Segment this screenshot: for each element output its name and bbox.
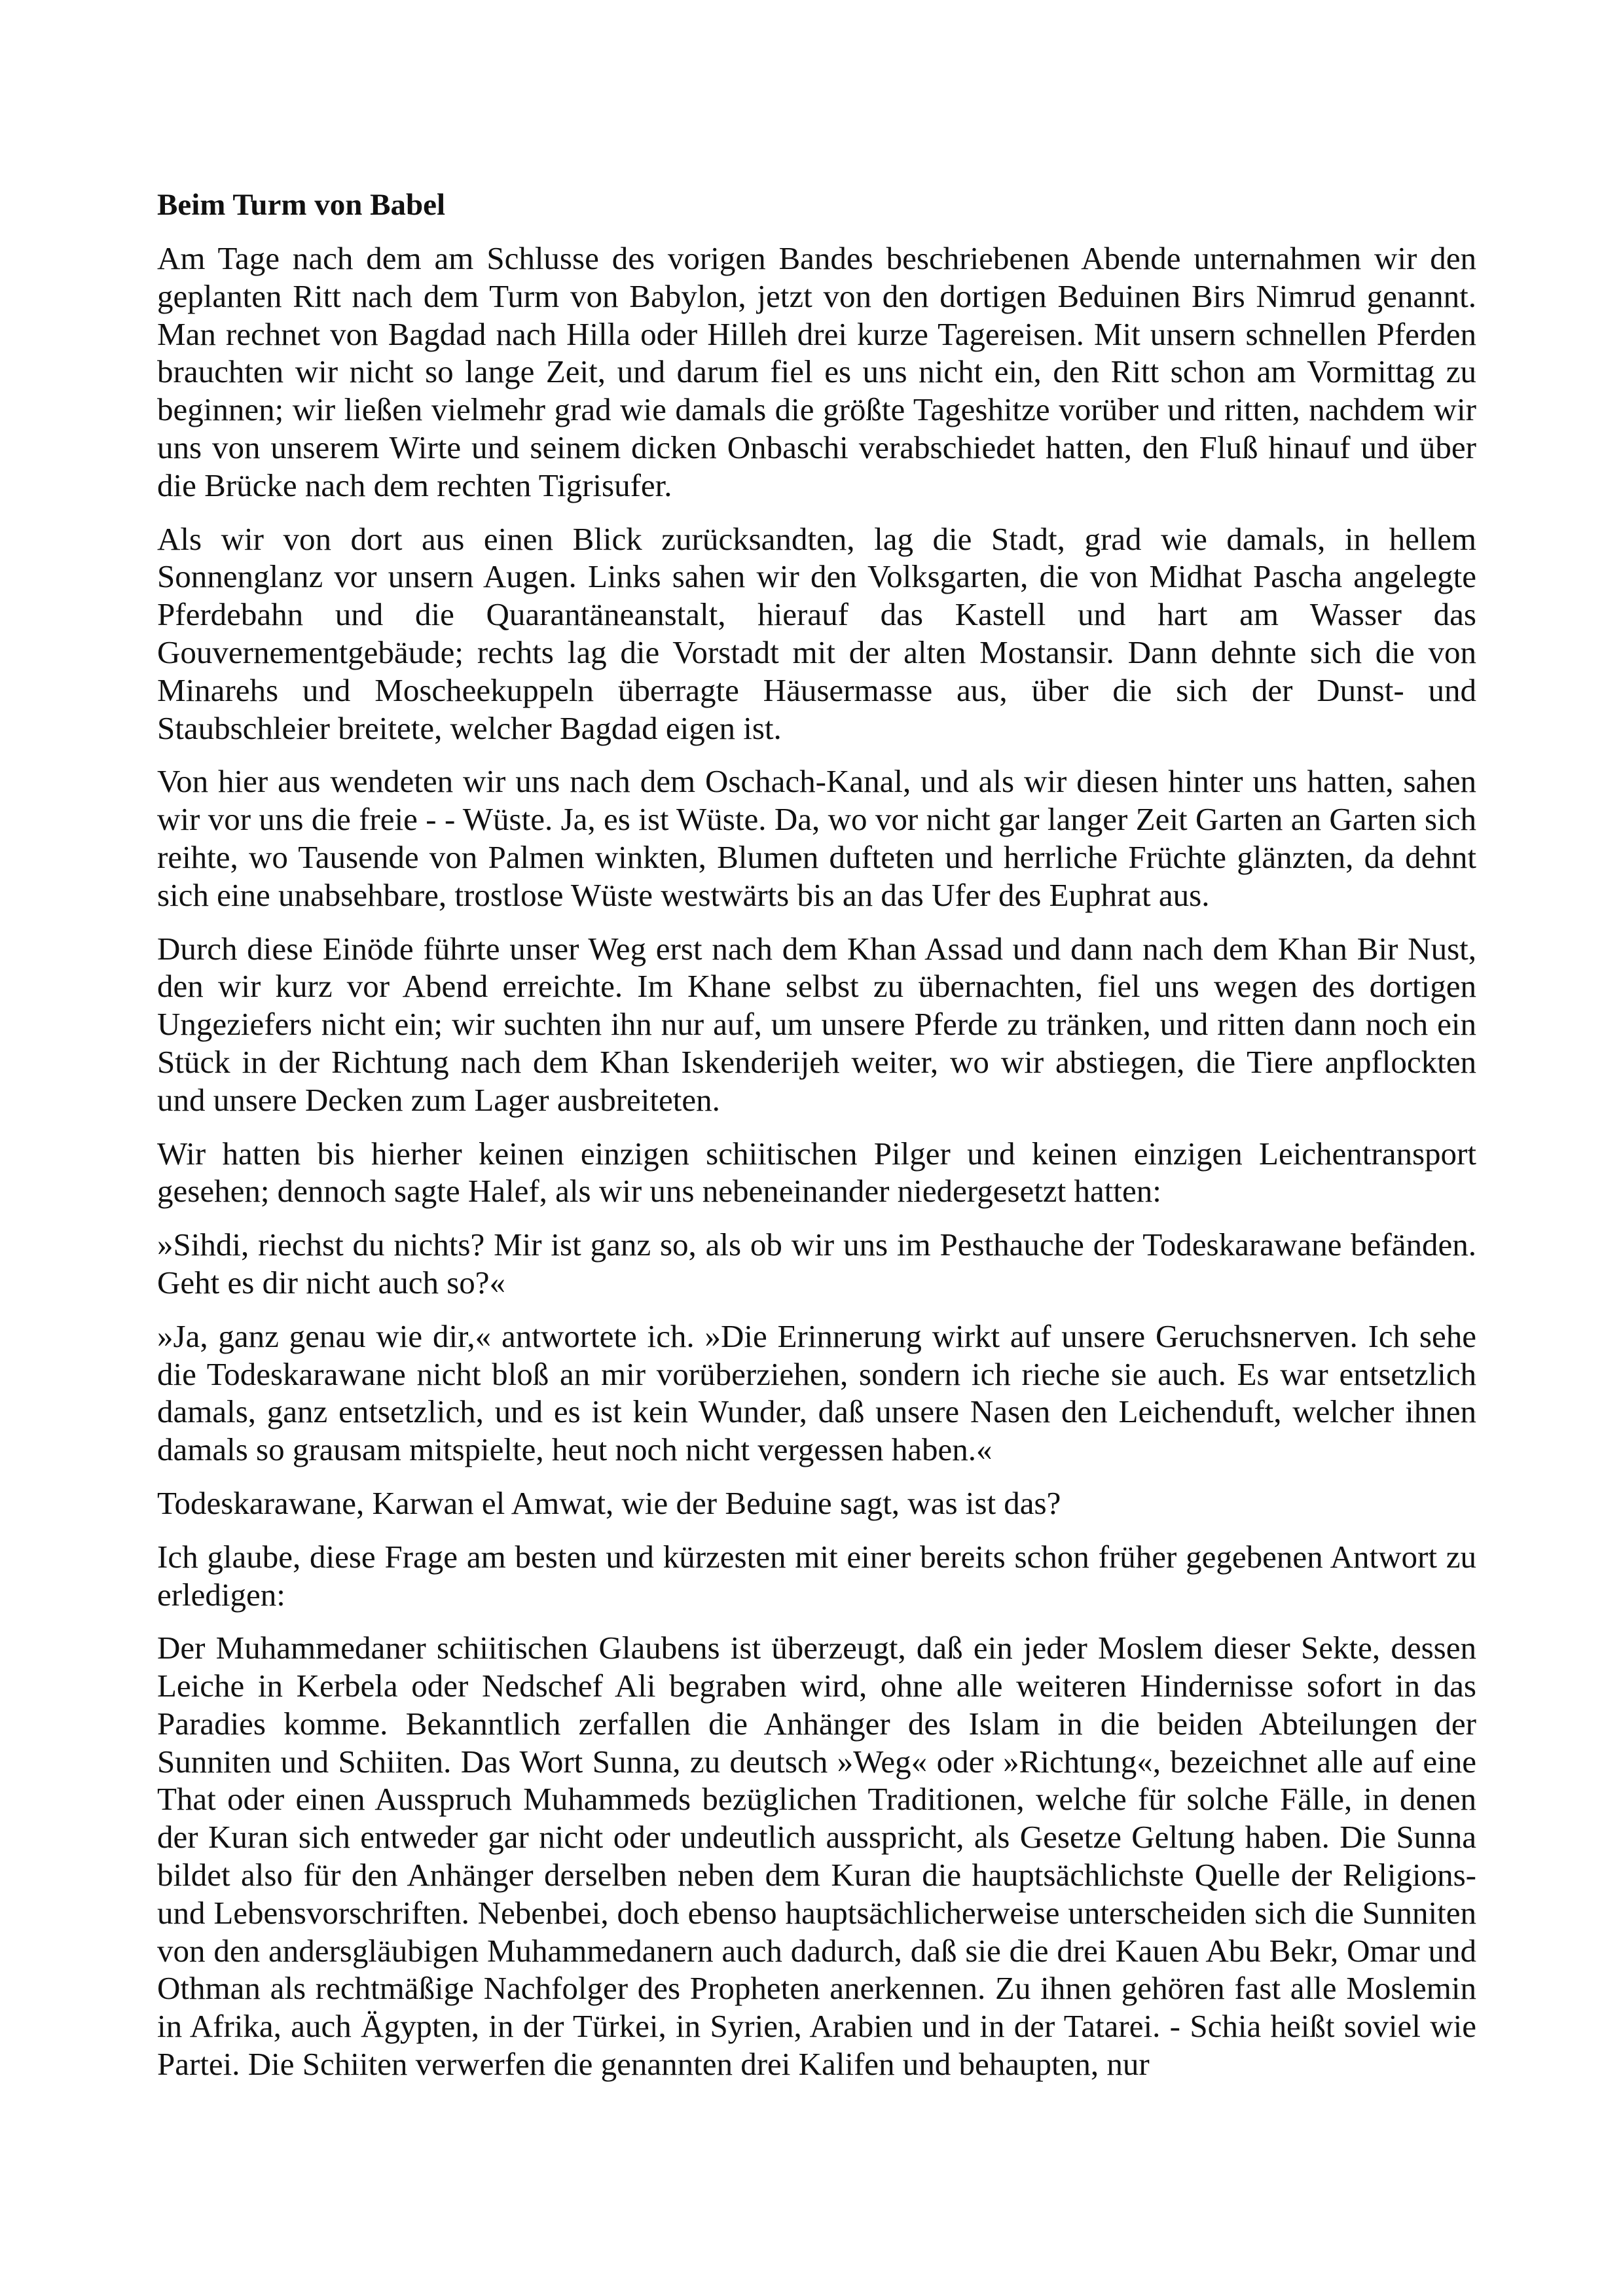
paragraph: »Ja, ganz genau wie dir,« antwortete ich. »Die Erinnerung wirkt auf unsere Geruchsnerven. Ich sehe die Todeskarawane nicht bloß an mir vorüberziehen, sondern ich rieche sie auch. Es war entsetzlich damals, ganz entsetzlich, und es ist kein Wunder, daß unsere Nasen den Leichenduft, welcher ihnen damals so grausam mitspielte, heut noch nicht vergessen haben.« [157,1318,1476,1468]
paragraph: »Sihdi, riechst du nichts? Mir ist ganz so, als ob wir uns im Pesthauche der Todeskarawane befänden. Geht es dir nicht auch so?« [157,1227,1476,1300]
paragraph: Am Tage nach dem am Schlusse des vorigen Bandes beschriebenen Abende unternahmen wir den geplanten Ritt nach dem Turm von Babylon, jetzt von den dortigen Beduinen Birs Nimrud genannt. Man rechnet von Bagdad nach Hilla oder Hilleh drei kurze Tagereisen. Mit unsern schnellen Pferden brauchten wir nicht so lange Zeit, und darum fiel es uns nicht ein, den Ritt schon am Vormittag zu beginnen; wir ließen vielmehr grad wie damals die größte Tageshitze vorüber und ritten, nachdem wir uns von unserem Wirte und seinem dicken Onbaschi verabschiedet hatten, den Fluß hinauf und über die Brücke nach dem rechten Tigrisufer. [157,240,1476,503]
paragraph: Als wir von dort aus einen Blick zurücksandten, lag die Stadt, grad wie damals, in hellem Sonnenglanz vor unsern Augen. Links sahen wir den Volksgarten, die von Midhat Pascha angelegte Pferdebahn und die Quarantäneanstalt, hierauf das Kastell und hart am Wasser das Gouvernementgebäude; rechts lag die Vorstadt mit der alten Mostansir. Dann dehnte sich die von Minarehs und Moscheekuppeln überragte Häusermasse aus, über die sich der Dunst- und Staubschleier breitete, welcher Bagdad eigen ist. [157,520,1476,746]
document-page [157,0,1476,2083]
paragraph: Von hier aus wendeten wir uns nach dem Oschach-Kanal, und als wir diesen hinter uns hatten, sahen wir vor uns die freie - - Wüste. Ja, es ist Wüste. Da, wo vor nicht gar langer Zeit Garten an Garten sich reihte, wo Tausende von Palmen winkten, Blumen dufteten und herrliche Früchte glänzten, da dehnt sich eine unabsehbare, trostlose Wüste westwärts bis an das Ufer des Euphrat aus. [157,763,1476,913]
paragraph: Ich glaube, diese Frage am besten und kürzesten mit einer bereits schon früher gegebenen Antwort zu erledigen: [157,1538,1476,1613]
paragraph: Wir hatten bis hierher keinen einzigen schiitischen Pilger und keinen einzigen Leichentransport gesehen; dennoch sagte Halef, als wir uns nebeneinander niedergesetzt hatten: [157,1135,1476,1210]
paragraph: Durch diese Einöde führte unser Weg erst nach dem Khan Assad und dann nach dem Khan Bir Nust, den wir kurz vor Abend erreichte. Im Khane selbst zu übernachten, fiel uns wegen des dortigen Ungeziefers nicht ein; wir suchten ihn nur auf, um unsere Pferde zu tränken, und ritten dann noch ein Stück in der Richtung nach dem Khan Iskenderijeh weiter, wo wir abstiegen, die Tiere anpflockten und unsere Decken zum Lager ausbreiteten. [157,930,1476,1118]
paragraph: Todeskarawane, Karwan el Amwat, wie der Beduine sagt, was ist das? [157,1484,1061,1521]
paragraph: Der Muhammedaner schiitischen Glaubens ist überzeugt, daß ein jeder Moslem dieser Sekte, dessen Leiche in Kerbela oder Nedschef Ali begraben wird, ohne alle weiteren Hindernisse sofort in das Paradies komme. Bekanntlich zerfallen die Anhänger des Islam in die beiden Abteilungen der Sunniten und Schiiten. Das Wort Sunna, zu deutsch »Weg« oder »Richtung«, bezeichnet alle auf eine That oder einen Ausspruch Muhammeds bezüglichen Traditionen, welche für solche Fälle, in denen der Kuran sich entweder gar nicht oder undeutlich ausspricht, als Gesetze Geltung haben. Die Sunna bildet also für den Anhänger derselben neben dem Kuran die hauptsächlichste Quelle der Religions- und Lebensvorschriften. Nebenbei, doch ebenso hauptsächlicherweise unterscheiden sich die Sunniten von den andersgläubigen Muhammedanern auch dadurch, daß sie die drei Kauen Abu Bekr, Omar und Othman als rechtmäßige Nachfolger des Propheten anerkennen. Zu ihnen gehören fast alle Moslemin in Afrika, auch Ägypten, in der Türkei, in Syrien, Arabien und in der Tatarei. - Schia heißt soviel wie Partei. Die Schiiten verwerfen die genannten drei Kalifen und behaupten, nur [157,1630,1476,2083]
chapter-title: Beim Turm von Babel [157,188,446,222]
